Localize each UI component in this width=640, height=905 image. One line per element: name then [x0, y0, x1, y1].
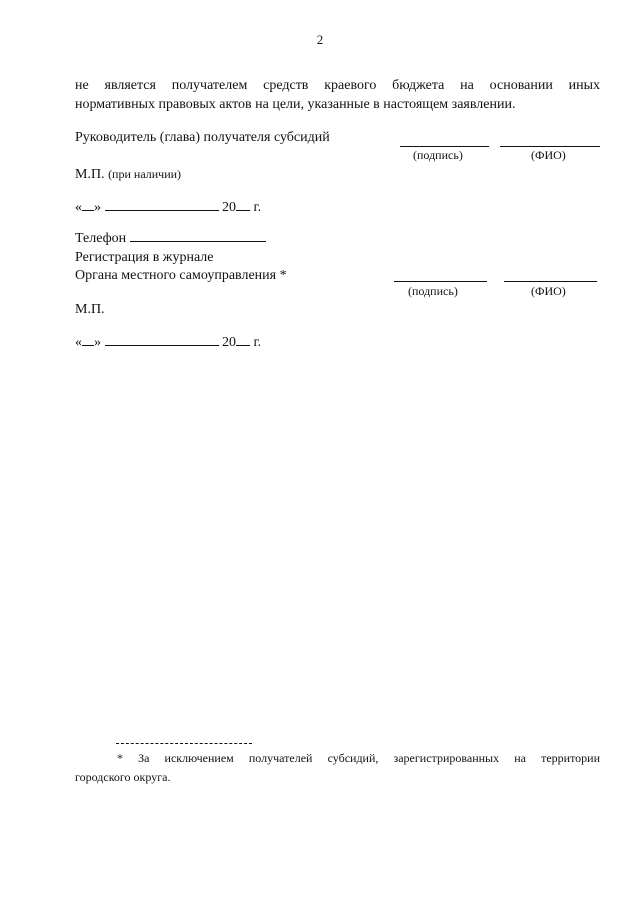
registration-line-1: Регистрация в журнале: [75, 250, 214, 265]
month-blank: [105, 198, 219, 211]
intro-paragraph: [75, 76, 600, 114]
head-signature-line: [400, 146, 489, 147]
day-blank: [82, 333, 94, 346]
stamp-note: (при наличии): [108, 167, 182, 181]
stamp-label-2: М.П.: [75, 302, 105, 317]
registration-fio-line: [504, 281, 597, 282]
year-blank: [236, 198, 250, 211]
date-close-quote: »: [94, 200, 101, 215]
year-prefix: 20: [222, 200, 236, 215]
year-suffix: г.: [253, 335, 262, 350]
day-blank: [82, 198, 94, 211]
date-open-quote: «: [75, 335, 82, 350]
registration-line-2: Органа местного самоуправления *: [75, 268, 287, 283]
intro-line-1: не является получателем средств краевого бюджета на основании иных: [75, 78, 600, 93]
footnote-line-2: городского округа.: [75, 770, 171, 784]
stamp-label: [75, 167, 181, 183]
footnote-line-1: * За исключением получателей субсидий, зарегистрированных на территории: [117, 751, 600, 765]
year-prefix: 20: [222, 335, 236, 350]
date-field-2: [75, 333, 261, 351]
date-open-quote: «: [75, 200, 82, 215]
date-field-1: [75, 198, 261, 216]
registration-signature-caption: (подпись): [408, 284, 458, 298]
registration-signature-line: [394, 281, 487, 282]
page-number: 2: [316, 32, 324, 47]
month-blank: [105, 333, 219, 346]
phone-blank: [130, 229, 266, 242]
date-close-quote: »: [94, 335, 101, 350]
stamp-mp: М.П.: [75, 167, 105, 182]
year-blank: [236, 333, 250, 346]
footnote-separator: [116, 743, 252, 744]
intro-line-2: нормативных правовых актов на цели, указанные в настоящем заявлении.: [75, 97, 516, 112]
head-fio-line: [500, 146, 600, 147]
footnote: [75, 749, 600, 787]
head-fio-caption: (ФИО): [531, 148, 566, 162]
head-label: Руководитель (глава) получателя субсидий: [75, 130, 330, 145]
head-signature-caption: (подпись): [413, 148, 463, 162]
phone-field: [75, 229, 266, 247]
year-suffix: г.: [253, 200, 262, 215]
phone-label: Телефон: [75, 231, 127, 246]
registration-fio-caption: (ФИО): [531, 284, 566, 298]
